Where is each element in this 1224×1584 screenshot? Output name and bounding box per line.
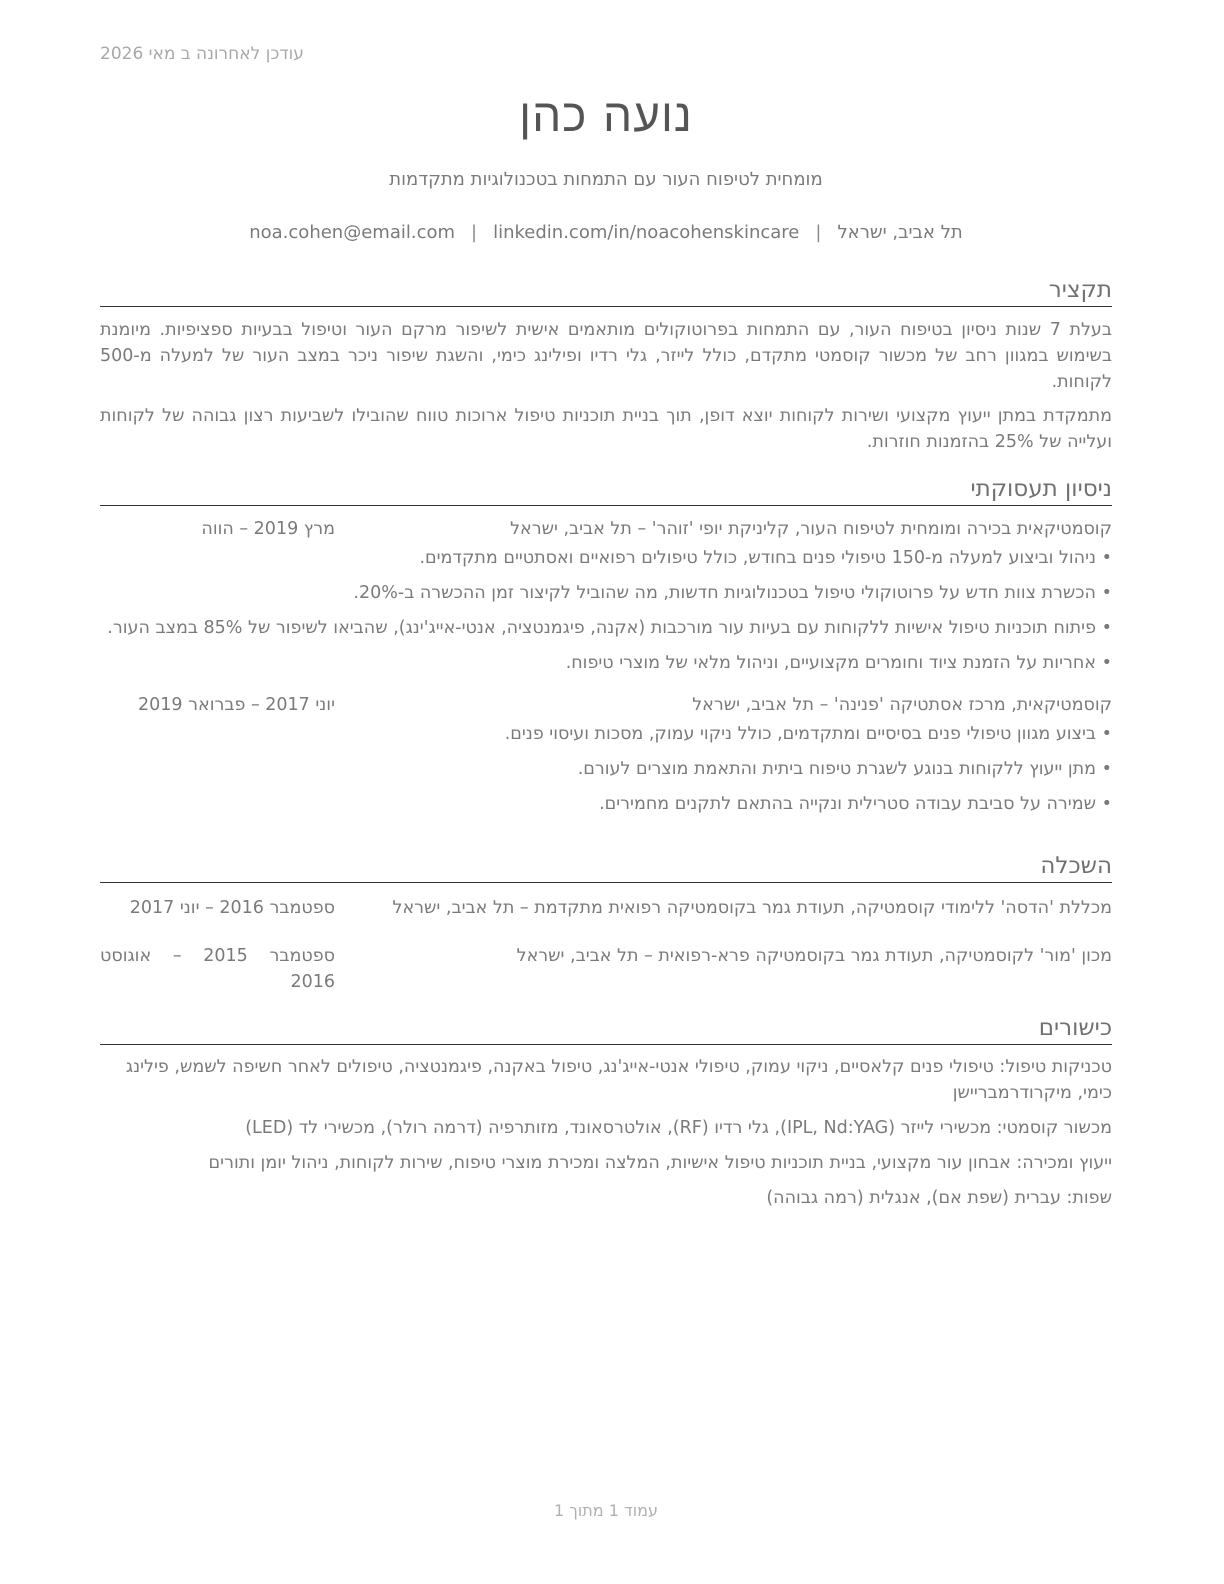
job-header [100,692,1112,718]
job-bullets [100,721,1112,817]
job-role: קוסמטיקאית בכירה ומומחית לטיפוח העור, קליניקת יופי 'זוהר' – תל אביב, ישראל [510,519,1112,539]
resume-page [100,0,1112,1584]
job-role: קוסמטיקאית, מרכז אסתטיקה 'פנינה' – תל אביב, ישראל [692,695,1112,715]
job-bullet: • הכשרת צוות חדש על פרוטוקולי טיפול בטכנולוגיות חדשות, מה שהוביל לקיצור זמן ההכשרה ב-20%. [100,580,1112,606]
education-institution: מכון 'מור' לקוסמטיקה, תעודת גמר בקוסמטיקה פרא-רפואית – תל אביב, ישראל [516,946,1112,966]
education-section [100,852,1112,995]
bullet-dot-icon: • [1101,583,1112,603]
job-header [100,516,1112,542]
contact-separator: | [815,222,822,243]
skill-line: שפות: עברית (שפת אם), אנגלית (רמה גבוהה) [766,1188,1112,1208]
contact-location: תל אביב, ישראל [837,222,963,243]
bullet-dot-icon: • [1101,794,1112,814]
contact-separator: | [471,222,478,243]
skills-section [100,1014,1112,1211]
bullet-dot-icon: • [1101,759,1112,779]
job-dates: מרץ 2019 – הווה [201,519,335,539]
experience-section [100,475,1112,826]
section-title-education: השכלה [100,852,1112,883]
job-bullet: • מתן ייעוץ ללקוחות בנוגע לשגרת טיפוח ביתית והתאמת מוצרים לעורם. [100,756,1112,782]
job-bullet: • פיתוח תוכניות טיפול אישיות ללקוחות עם בעיות עור מורכבות (אקנה, פיגמנטציה, אנטי-אייג'ינג), שהביאו לשיפור של 85% במצב העור. [100,615,1112,641]
skill-line: טכניקות טיפול: טיפולי פנים קלאסיים, ניקוי עמוק, טיפולי אנטי-אייג'נג, טיפול באקנה, פיגמנטציה, טיפולים לאחר חשיפה לשמש, פילינג כימי, מיקרודרמבריישן [125,1057,1112,1103]
education-entry [100,895,1112,921]
job-bullet: • אחריות על הזמנת ציוד וחומרים מקצועיים, וניהול מלאי של מוצרי טיפוח. [100,650,1112,676]
section-title-summary: תקציר [100,276,1112,307]
summary-section [100,276,1112,455]
bullet-dot-icon: • [1101,653,1112,673]
last-updated-note: עודכן לאחרונה ב מאי 2026 [100,44,304,64]
job-bullets [100,545,1112,676]
candidate-headline: מומחית לטיפוח העור עם התמחות בטכנולוגיות מתקדמות [389,169,823,190]
contact-email[interactable]: noa.cohen@email.com [249,222,456,243]
summary-paragraph: בעלת 7 שנות ניסיון בטיפוח העור, עם התמחות בפרוטוקולים מותאמים אישית לשיפור מרקם העור וטיפול בבעיות ספציפיות. מיומנת בשימוש במגוון רחב של מכשור קוסמטי מתקדם, כולל לייזר, גלי רדיו ופילינג כימי, והשגת שיפור ניכר במצב העור של למעלה מ-500 לקוחות. [100,320,1112,392]
section-title-skills: כישורים [100,1014,1112,1045]
job-entry [100,516,1112,676]
education-dates: ספטמבר 2015 – אוגוסט 2016 [100,946,336,992]
bullet-dot-icon: • [1101,724,1112,744]
candidate-name: נועה כהן [519,88,693,142]
summary-paragraph: מתמקדת במתן ייעוץ מקצועי ושירות לקוחות יוצא דופן, תוך בניית תוכניות טיפול ארוכות טווח שהובילו לשביעות רצון גבוהה של לקוחות ועלייה של 25% בהזמנות חוזרות. [100,406,1112,452]
job-bullet: • שמירה על סביבת עבודה סטרילית ונקייה בהתאם לתקנים מחמירים. [100,791,1112,817]
job-dates: יוני 2017 – פברואר 2019 [138,695,335,715]
education-dates: ספטמבר 2016 – יוני 2017 [129,898,335,918]
job-bullet: • ביצוע מגוון טיפולי פנים בסיסיים ומתקדמים, כולל ניקוי עמוק, מסכות ועיסוי פנים. [100,721,1112,747]
contact-linkedin[interactable]: linkedin.com/in/noacohenskincare [493,222,800,243]
skill-line: מכשור קוסמטי: מכשירי לייזר (IPL, Nd:YAG), גלי רדיו (RF), אולטרסאונד, מזותרפיה (דרמה רולר), מכשירי לד (LED) [245,1118,1112,1138]
contact-line [100,222,1112,243]
bullet-dot-icon: • [1101,618,1112,638]
skill-line: ייעוץ ומכירה: אבחון עור מקצועי, בניית תוכניות טיפול אישיות, המלצה ומכירת מוצרי טיפוח, שירות לקוחות, ניהול יומן ותורים [208,1153,1112,1173]
job-entry [100,692,1112,817]
bullet-dot-icon: • [1101,548,1112,568]
education-institution: מכללת 'הדסה' ללימודי קוסמטיקה, תעודת גמר בקוסמטיקה רפואית מתקדמת – תל אביב, ישראל [392,898,1112,918]
section-title-experience: ניסיון תעסוקתי [100,475,1112,506]
job-bullet: • ניהול וביצוע למעלה מ-150 טיפולי פנים בחודש, כולל טיפולים רפואיים ואסתטיים מתקדמים. [100,545,1112,571]
page-number: עמוד 1 מתוך 1 [554,1501,658,1520]
education-entry [100,943,1112,995]
